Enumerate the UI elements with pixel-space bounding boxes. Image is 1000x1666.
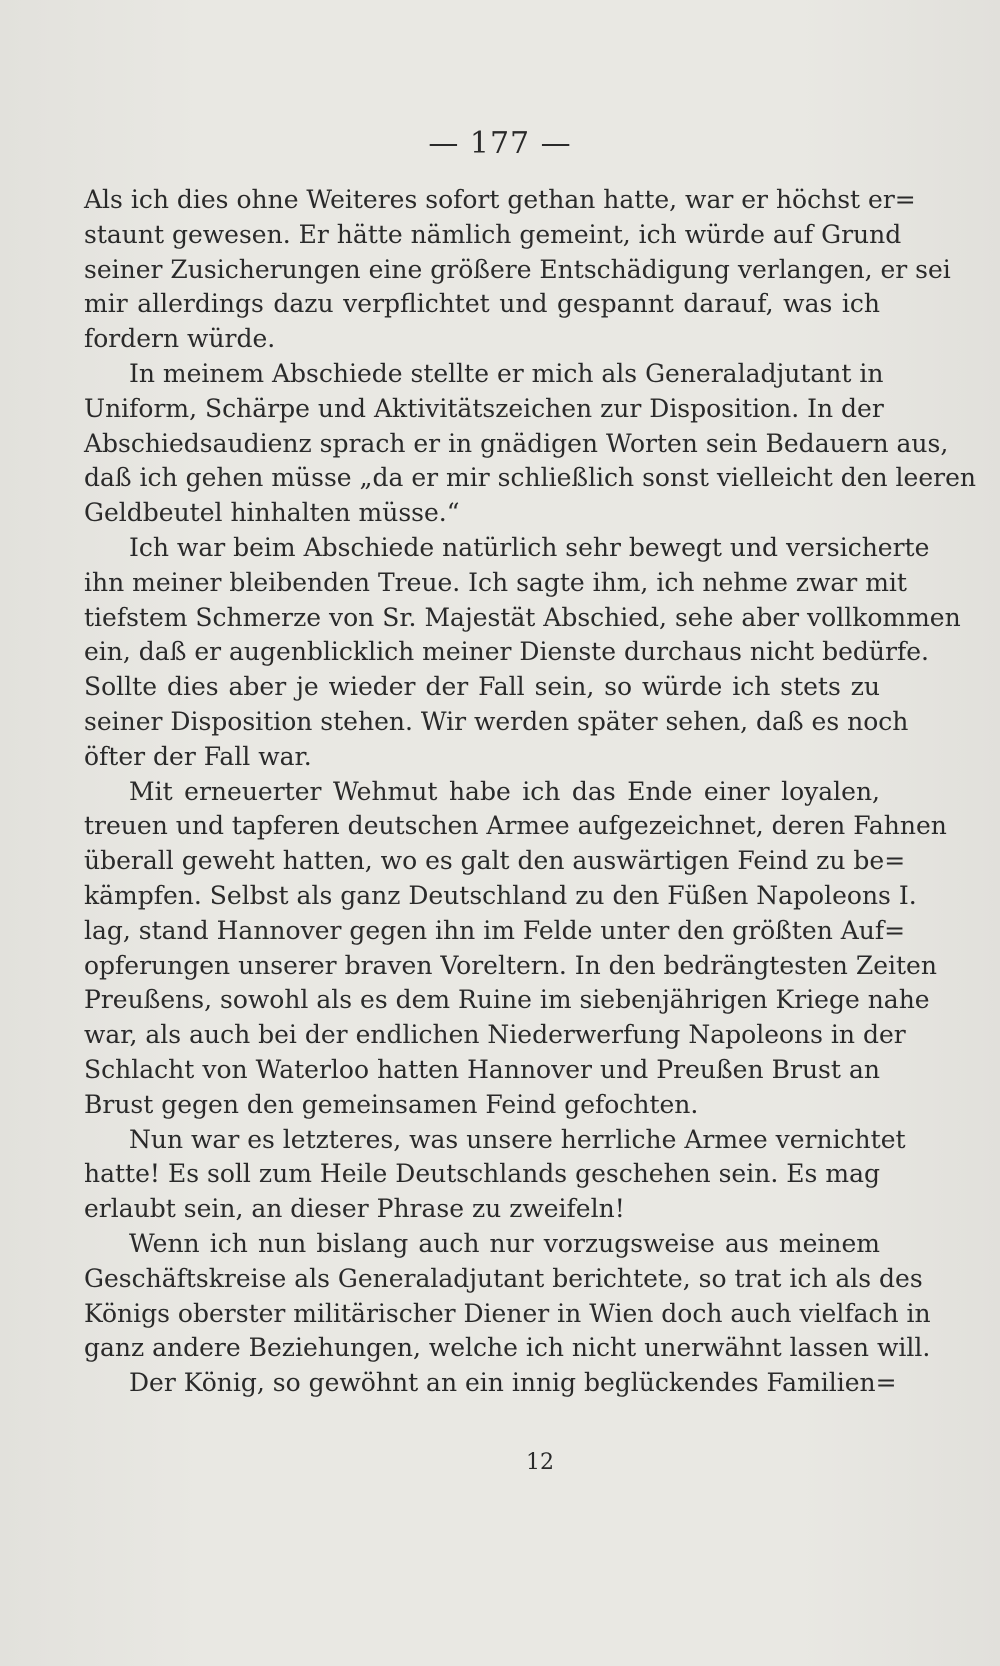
text-line: lag, stand Hannover gegen ihn im Felde unter den größten Auf= (84, 915, 906, 945)
signature-mark: 12 (526, 1450, 554, 1475)
text-line: war, als auch bei der endlichen Niederwerfung Napoleons in der (84, 1020, 906, 1050)
page-number: — 177 — (428, 126, 572, 161)
text-line: Mit erneuerter Wehmut habe ich das Ende einer loyalen, (129, 776, 880, 806)
text-line: Sollte dies aber je wieder der Fall sein, so würde ich stets zu (84, 672, 880, 702)
text-line: Ich war beim Abschiede natürlich sehr bewegt und versicherte (129, 532, 930, 562)
body-text (84, 183, 976, 1401)
text-line: ihn meiner bleibenden Treue. Ich sagte ihm, ich nehme zwar mit (84, 567, 907, 597)
text-line: tiefstem Schmerze von Sr. Majestät Abschied, sehe aber vollkommen (84, 602, 961, 632)
text-line: Schlacht von Waterloo hatten Hannover und Preußen Brust an (84, 1054, 880, 1084)
text-line: staunt gewesen. Er hätte nämlich gemeint, ich würde auf Grund (84, 219, 902, 249)
text-line: In meinem Abschiede stellte er mich als Generaladjutant in (129, 358, 884, 388)
text-line: Preußens, sowohl als es dem Ruine im siebenjährigen Kriege nahe (84, 985, 930, 1015)
text-line: Geschäftskreise als Generaladjutant berichtete, so trat ich als des (84, 1263, 923, 1293)
text-line: Abschiedsaudienz sprach er in gnädigen Worten sein Bedauern aus, (84, 428, 949, 458)
text-line: opferungen unserer braven Voreltern. In den bedrängtesten Zeiten (84, 950, 937, 980)
text-line: Als ich dies ohne Weiteres sofort gethan hatte, war er höchst er= (84, 185, 916, 214)
text-line: seiner Zusicherungen eine größere Entschädigung verlangen, er sei (84, 254, 951, 284)
text-line: mir allerdings dazu verpflichtet und gespannt darauf, was ich (84, 289, 880, 319)
text-line: Der König, so gewöhnt an ein innig beglückendes Familien= (129, 1368, 897, 1398)
text-line: Uniform, Schärpe und Aktivitätszeichen zur Disposition. In der (84, 393, 884, 423)
text-line: Königs oberster militärischer Diener in Wien doch auch vielfach in (84, 1298, 931, 1328)
text-line: erlaubt sein, an dieser Phrase zu zweifeln! (84, 1194, 625, 1224)
text-line: ganz andere Beziehungen, welche ich nicht unerwähnt lassen will. (84, 1333, 931, 1363)
text-line: seiner Disposition stehen. Wir werden später sehen, daß es noch (84, 706, 909, 736)
text-line: kämpfen. Selbst als ganz Deutschland zu den Füßen Napoleons I. (84, 880, 917, 910)
text-line: Nun war es letzteres, was unsere herrliche Armee vernichtet (129, 1124, 906, 1154)
text-line: treuen und tapferen deutschen Armee aufgezeichnet, deren Fahnen (84, 811, 947, 841)
text-line: hatte! Es soll zum Heile Deutschlands geschehen sein. Es mag (84, 1159, 880, 1189)
text-line: überall geweht hatten, wo es galt den auswärtigen Feind zu be= (84, 846, 906, 876)
text-line: daß ich gehen müsse „da er mir schließlich sonst vielleicht den leeren (84, 463, 976, 493)
text-line: Wenn ich nun bislang auch nur vorzugsweise aus meinem (129, 1228, 880, 1258)
text-line: ein, daß er augenblicklich meiner Dienste durchaus nicht bedürfe. (84, 637, 929, 667)
text-line: öfter der Fall war. (84, 741, 312, 771)
text-line: fordern würde. (84, 324, 276, 354)
text-line: Brust gegen den gemeinsamen Feind gefochten. (84, 1089, 699, 1119)
text-line: Geldbeutel hinhalten müsse.“ (84, 498, 460, 528)
